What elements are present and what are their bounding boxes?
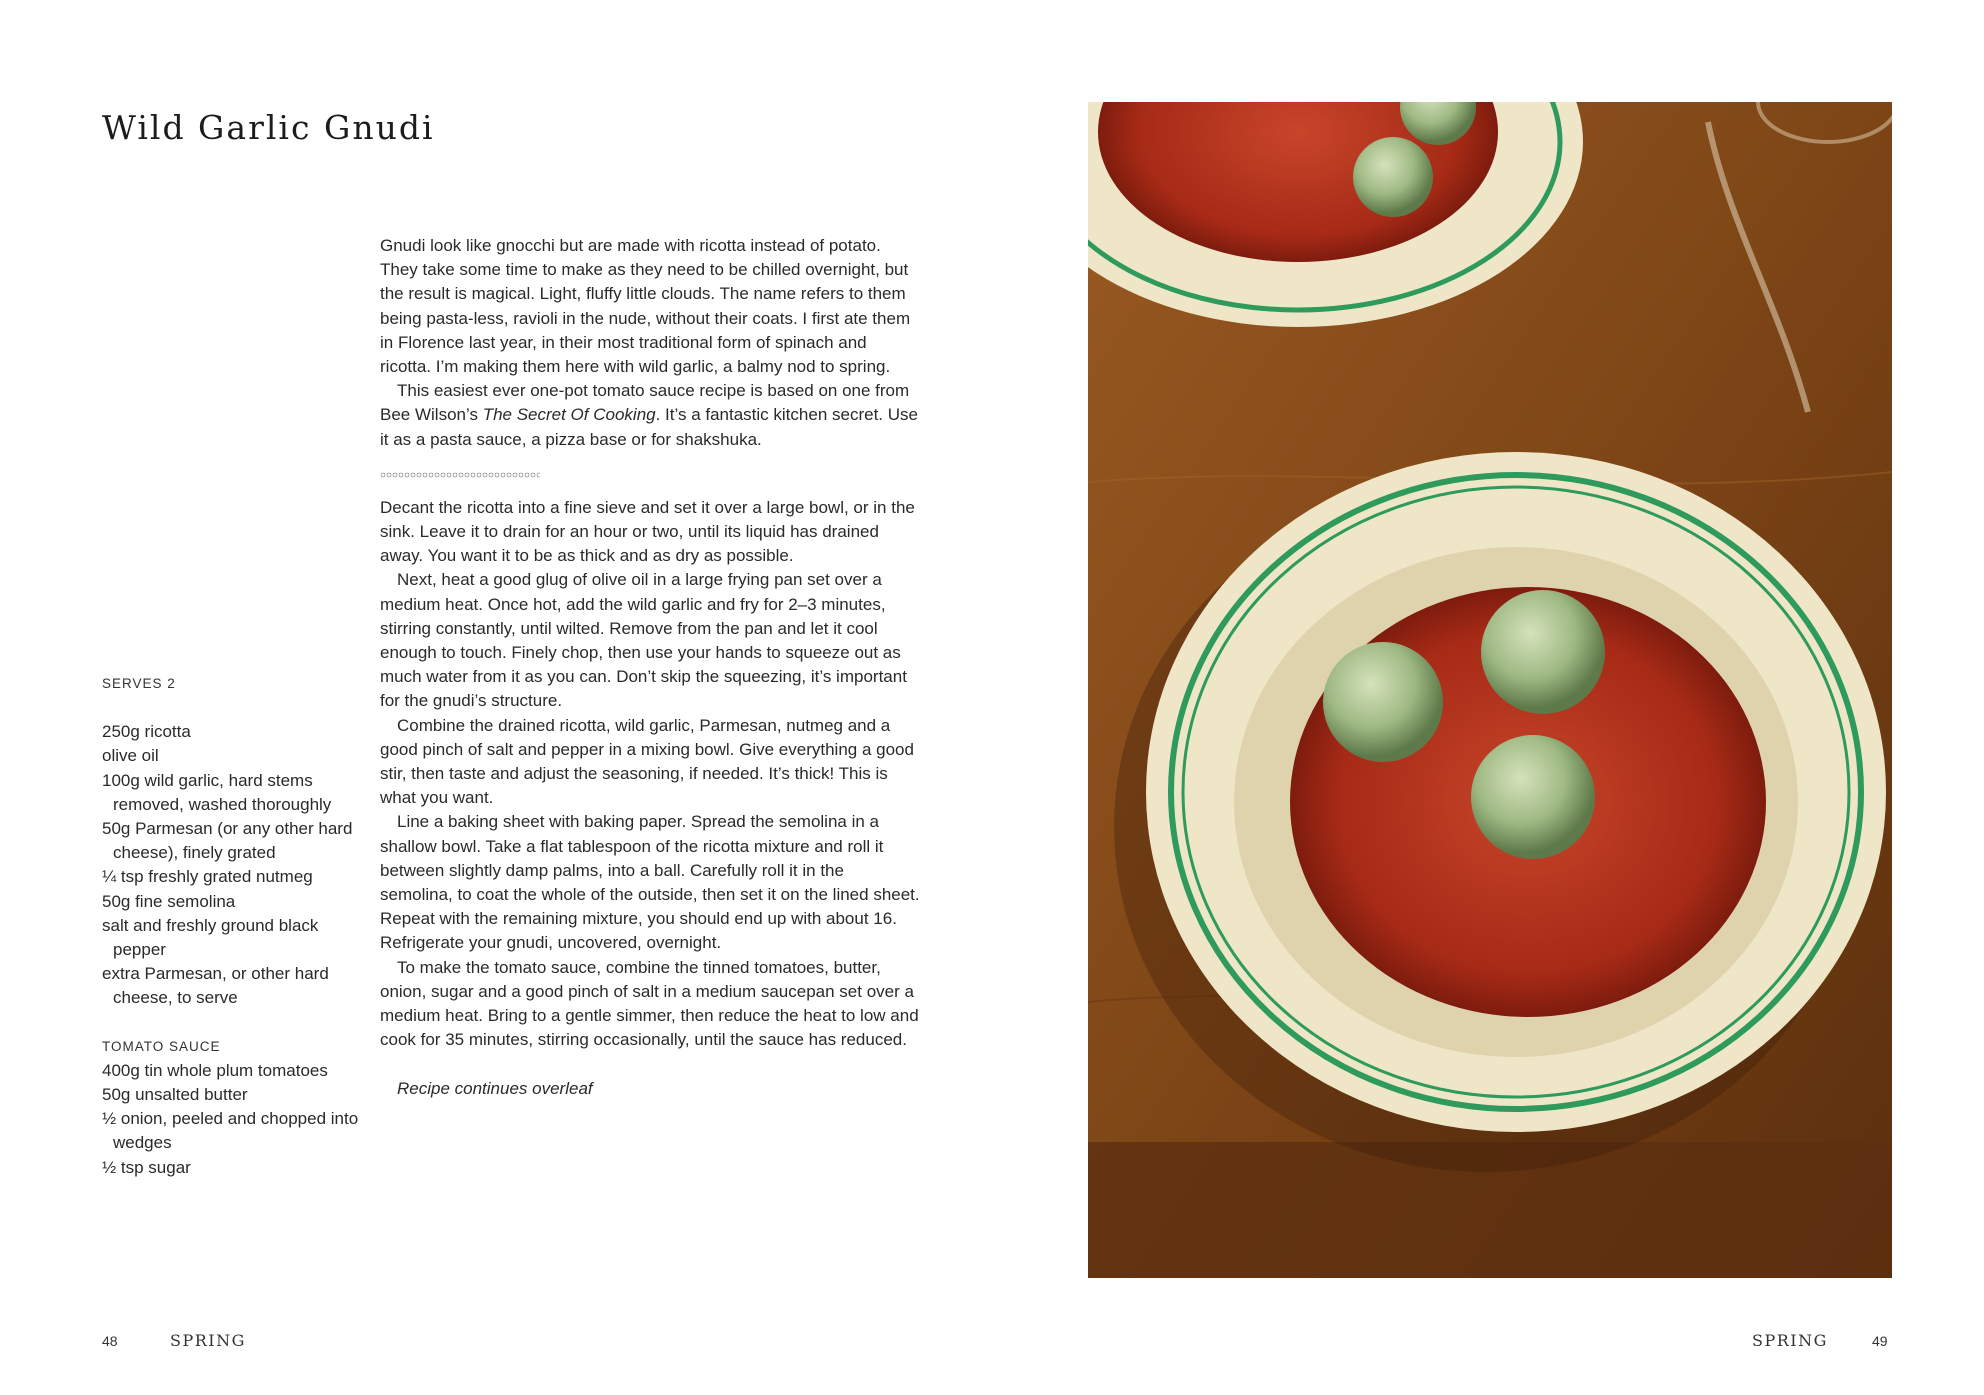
intro-paragraph: Gnudi look like gnocchi but are made with ricotta instead of potato. They take some time to make as they need to be chilled overnight, but the result is magical. Light, fluffy little clouds. The name refers to them being pasta-less, ravioli in the nude, without their coats. I first ate them in Florence last year, in their most traditional form of spinach and ricotta. I’m making them here with wild garlic, a balmy nod to spring. bbox=[380, 236, 911, 377]
intro-paragraph-2 bbox=[380, 379, 920, 452]
sauce-ingredient-item: 400g tin whole plum tomatoes bbox=[102, 1060, 328, 1080]
recipe-title: Wild Garlic Gnudi bbox=[102, 108, 435, 147]
sauce-ingredient-item: 50g unsalted butter bbox=[102, 1085, 248, 1105]
book-title: The Secret Of Cooking bbox=[482, 405, 656, 425]
wavy-divider bbox=[380, 472, 540, 478]
continues-note: Recipe continues overleaf bbox=[397, 1078, 593, 1098]
ingredient-item: 50g Parmesan (or any other hard cheese), finely grated bbox=[102, 819, 353, 863]
method-step: Next, heat a good glug of olive oil in a large frying pan set over a medium heat. Once hot, add the wild garlic and fry for 2–3 minutes, stirring constantly, until wilted. Remove from the pan and let it cool enough to touch. Finely chop, then use your hands to squeeze out as much water from it as you can. Don’t skip the squeezing, it’s important for the gnudi’s structure. bbox=[380, 570, 907, 711]
ingredient-item: 50g fine semolina bbox=[102, 891, 236, 911]
ingredients-column bbox=[102, 672, 362, 1180]
sauce-heading: TOMATO SAUCE bbox=[102, 1038, 221, 1054]
ingredient-item: extra Parmesan, or other hard cheese, to serve bbox=[102, 964, 329, 1008]
method-step: Line a baking sheet with baking paper. Spread the semolina in a shallow bowl. Take a flat tablespoon of the ricotta mixture and roll it between slightly damp palms, into a ball. Carefully roll it in the semolina, to coat the whole of the outside, then set it on the lined sheet. Repeat with the remaining mixture, you should end up with about 16. Refrigerate your gnudi, uncovered, overnight. bbox=[380, 812, 920, 953]
ingredient-item: 250g ricotta bbox=[102, 722, 191, 742]
section-label-right: SPRING bbox=[1752, 1331, 1828, 1350]
method-step: Combine the drained ricotta, wild garlic, Parmesan, nutmeg and a good pinch of salt and pepper in a mixing bowl. Give everything a good stir, then taste and adjust the seasoning, if needed. It’s thick! This is what you want. bbox=[380, 715, 914, 808]
gnudi-photo bbox=[1088, 102, 1892, 1278]
ingredient-item: 100g wild garlic, hard stems removed, washed thoroughly bbox=[102, 770, 332, 814]
ingredient-item: olive oil bbox=[102, 746, 159, 766]
serves-label: SERVES 2 bbox=[102, 676, 176, 691]
ingredient-list bbox=[102, 720, 362, 1010]
intro-text: This easiest ever one-pot tomato sauce recipe is based on one from Bee Wilson’s bbox=[380, 381, 910, 425]
ingredient-item: ¼ tsp freshly grated nutmeg bbox=[102, 867, 313, 887]
page-number-left: 48 bbox=[102, 1333, 118, 1349]
sauce-ingredient-list bbox=[102, 1059, 362, 1180]
sauce-ingredient-item: ½ tsp sugar bbox=[102, 1157, 191, 1177]
intro-text-end: . It’s a fantastic kitchen secret. Use it as a pasta sauce, a pizza base or for shakshuka. bbox=[380, 405, 918, 449]
recipe-text-column bbox=[380, 234, 920, 1101]
method-step: To make the tomato sauce, combine the tinned tomatoes, butter, onion, sugar and a good pinch of salt in a medium saucepan set over a medium heat. Bring to a gentle simmer, then reduce the heat to low and cook for 35 minutes, stirring occasionally, until the sauce has reduced. bbox=[380, 957, 919, 1050]
section-label-left: SPRING bbox=[170, 1331, 246, 1350]
method-step: Decant the ricotta into a fine sieve and set it over a large bowl, or in the sink. Leave it to drain for an hour or two, until its liquid has drained away. You want it to be as thick and as dry as possible. bbox=[380, 497, 915, 566]
photo-illustration bbox=[1088, 102, 1892, 1278]
ingredient-item: salt and freshly ground black pepper bbox=[102, 915, 319, 960]
sauce-ingredient-item: ½ onion, peeled and chopped into wedges bbox=[102, 1109, 359, 1153]
page-number-right: 49 bbox=[1872, 1333, 1888, 1349]
